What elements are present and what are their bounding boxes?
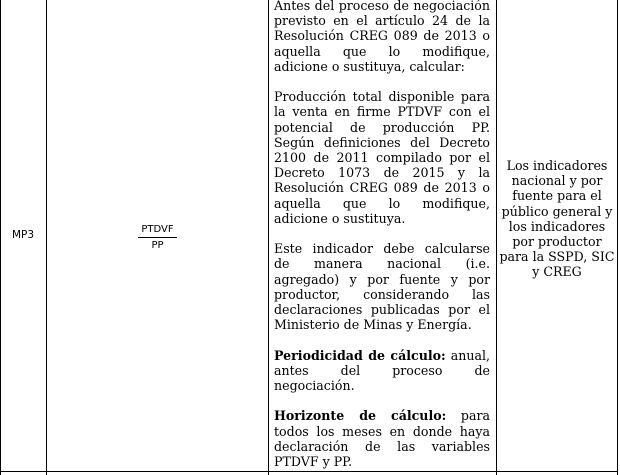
indicator-code: MP3 — [11, 229, 35, 241]
description-paragraph: Este indicador debe calcularse de manera nacional (i.e. agregado) y por fuente y por productor, considerando las declaraciones publicadas por el Ministerio de Minas y Energía. — [274, 241, 490, 333]
indicator-description — [274, 0, 490, 469]
column-divider — [496, 0, 497, 475]
column-divider — [268, 0, 269, 475]
description-paragraph: Antes del proceso de negociación previsto en el artículo 24 de la Resolución CREG 089 de 2013 o aquella que lo modifique, adicione o sustituya, calcular: — [274, 0, 490, 74]
description-paragraph: Producción total disponible para la venta en firme PTDVF con el potencial de producción PP. Según definiciones del Decreto 2100 de 2011 compilado por el Decreto 1073 de 2015 y la Resolución CREG 089 de 2013 o aquella que lo modifique, adicione o sustituya. — [274, 89, 490, 226]
calculation-horizon-text: para todos los meses en donde haya declaración de las variables PTDVF y PP. — [274, 408, 490, 470]
calculation-horizon — [274, 408, 490, 469]
calculation-frequency-label: Periodicidad de cálculo: — [274, 347, 446, 363]
publication-audience: Los indicadores nacional y por fuente para el público general y los indicadores por productor para la SSPD, SIC y CREG — [499, 158, 615, 280]
calculation-frequency — [274, 348, 490, 394]
formula-numerator: PTDVF — [138, 223, 176, 238]
calculation-horizon-label: Horizonte de cálculo: — [274, 408, 447, 424]
row-divider — [0, 471, 618, 472]
calculation-frequency-text: anual, antes del proceso de negociación. — [274, 347, 490, 394]
table-border-right — [617, 0, 618, 475]
formula-denominator: PP — [151, 240, 164, 251]
indicator-formula — [47, 223, 268, 252]
